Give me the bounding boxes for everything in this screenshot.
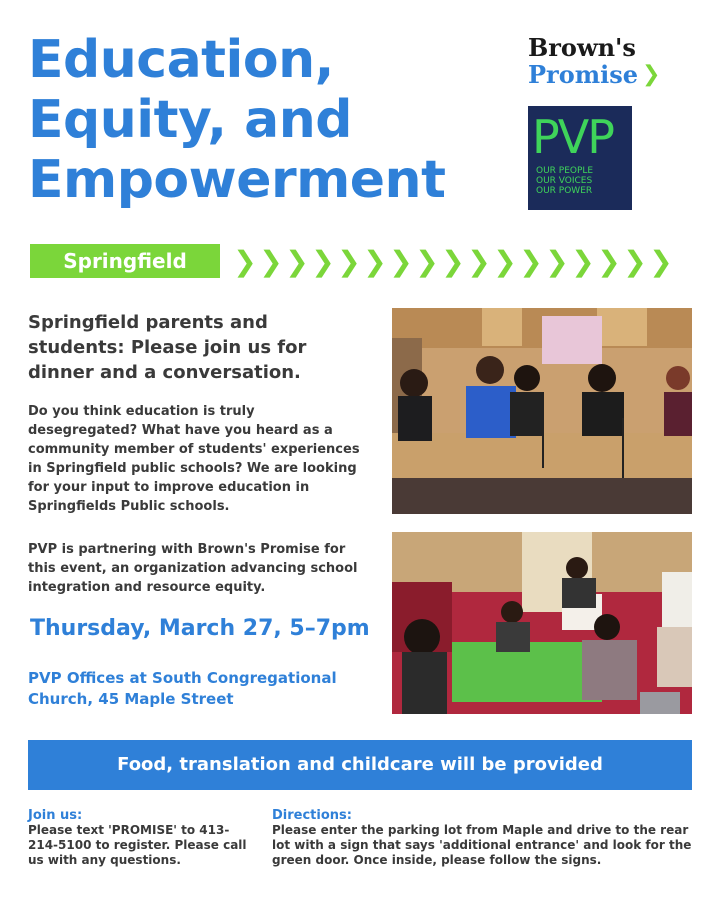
chevron-arrow-icon: ❯ xyxy=(233,244,257,278)
browns-logo-line2-wrap xyxy=(528,62,660,88)
chevron-arrow-icon: ❯ xyxy=(519,244,543,278)
chevron-arrow-icon: ❯ xyxy=(311,244,335,278)
city-band xyxy=(30,244,690,278)
chevron-arrow-icon: ❯ xyxy=(337,244,361,278)
chevron-arrow-icon: ❯ xyxy=(545,244,569,278)
photo-dinner-image xyxy=(392,532,692,714)
pvp-tagline-1: OUR PEOPLE xyxy=(536,166,594,176)
chevron-arrow-icon: ❯ xyxy=(493,244,517,278)
pvp-tagline-3: OUR POWER xyxy=(536,186,593,196)
chevron-arrow-icon: ❯ xyxy=(285,244,309,278)
directions-heading: Directions: xyxy=(272,808,352,823)
pvp-tagline-2: OUR VOICES xyxy=(536,176,593,186)
title-line-1: Education, xyxy=(28,30,334,90)
browns-logo-line1: Brown's xyxy=(528,33,636,62)
services-banner: Food, translation and childcare will be provided xyxy=(28,740,692,790)
event-title xyxy=(28,30,498,210)
intro-paragraph: Do you think education is truly desegregated? What have you heard as a community member of students' experiences in Springfield public schools? We are looking for your input to improve education in Springfields Public schools. xyxy=(28,404,360,514)
browns-logo-line2: Promise xyxy=(528,60,638,89)
event-location: PVP Offices at South Congregational Church, 45 Maple Street xyxy=(28,669,337,708)
photo-dinner-panel xyxy=(392,532,692,714)
chevron-arrow-icon: ❯ xyxy=(623,244,647,278)
chevron-arrow-icon: ❯ xyxy=(597,244,621,278)
arrow-row xyxy=(232,244,674,278)
lead-text: Springfield parents and students: Please join us for dinner and a conversation. xyxy=(28,312,307,383)
pvp-logo-tagline xyxy=(536,166,593,196)
chevron-arrow-icon: ❯ xyxy=(649,244,673,278)
title-line-3: Empowerment xyxy=(28,150,446,210)
partner-paragraph: PVP is partnering with Brown's Promise for this event, an organization advancing school integration and resource equity. xyxy=(28,542,358,595)
photo-students-image xyxy=(392,308,692,514)
chevron-arrow-icon: ❯ xyxy=(363,244,387,278)
chevron-arrow-icon: ❯ xyxy=(571,244,595,278)
chevron-arrow-icon: ❯ xyxy=(467,244,491,278)
pvp-logo-letters: PVP xyxy=(532,110,613,164)
directions-text: Please enter the parking lot from Maple and drive to the rear lot with a sign that says 'additional entrance' and look for the green door. Once inside, please follow the signs. xyxy=(272,823,692,867)
chevron-arrow-icon: ❯ xyxy=(259,244,283,278)
directions-section xyxy=(272,808,692,868)
event-datetime: Thursday, March 27, 5–7pm xyxy=(30,616,370,641)
photo-students-panel xyxy=(392,308,692,514)
title-line-2: Equity, and xyxy=(28,90,352,150)
join-heading: Join us: xyxy=(28,808,83,823)
join-text: Please text 'PROMISE' to 413-214-5100 to register. Please call us with any questions. xyxy=(28,823,247,867)
chevron-arrow-icon: ❯ xyxy=(441,244,465,278)
browns-promise-logo xyxy=(528,34,660,88)
chevron-arrow-icon: ❯ xyxy=(389,244,413,278)
city-tag: Springfield xyxy=(30,244,220,278)
chevron-arrow-icon: ❯ xyxy=(415,244,439,278)
chevron-right-icon: ❯ xyxy=(642,62,661,87)
join-section xyxy=(28,808,253,868)
pvp-logo xyxy=(528,106,632,210)
